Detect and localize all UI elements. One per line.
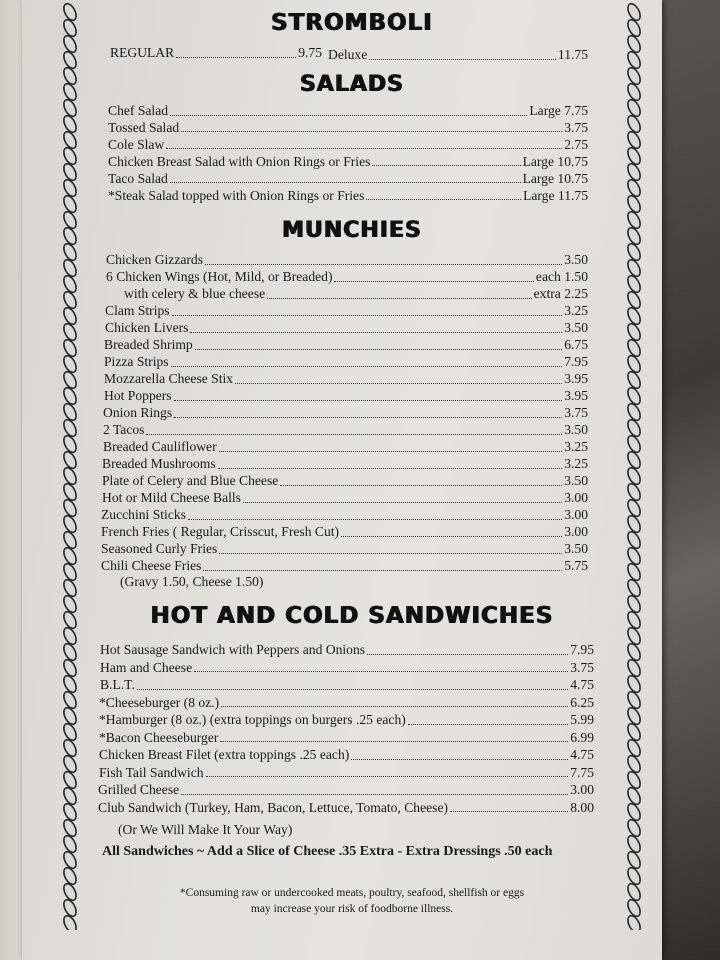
menu-item <box>104 353 588 370</box>
item-name: Fish Tail Sandwich <box>99 764 204 780</box>
item-price: 3.25 <box>564 439 588 454</box>
item-name: Chicken Breast Filet (extra toppings .25 each) <box>99 747 350 762</box>
menu-item <box>103 404 588 421</box>
item-price: 3.25 <box>564 303 588 318</box>
item-name: Onion Rings <box>103 405 173 420</box>
menu-item <box>106 251 588 268</box>
menu-item <box>124 285 588 302</box>
leader-dots <box>181 120 562 132</box>
item-name: 6 Chicken Wings (Hot, Mild, or Breaded) <box>106 269 333 284</box>
item-price: 3.75 <box>564 119 588 135</box>
leader-dots <box>181 783 568 795</box>
menu-item <box>98 781 594 798</box>
leader-dots <box>205 253 562 265</box>
item-name: Chef Salad <box>108 103 169 118</box>
item-price: 3.75 <box>564 405 588 420</box>
item-name: *Hamburger (8 oz.) (extra toppings on burgers .25 each) <box>99 712 406 727</box>
leader-dots <box>369 48 556 60</box>
item-price: Large 10.75 <box>522 153 588 169</box>
leader-dots <box>170 104 527 116</box>
item-price: 3.00 <box>564 507 588 522</box>
item-name: *Steak Salad topped with Onion Rings or Fries <box>108 187 365 203</box>
section-title-sandwiches: HOT AND COLD SANDWICHES <box>150 603 554 629</box>
menu-item <box>108 102 588 119</box>
leader-dots <box>267 287 531 299</box>
leader-dots <box>174 406 562 418</box>
item-name: Club Sandwich (Turkey, Ham, Bacon, Lettuce, Tomato, Cheese) <box>98 799 449 815</box>
item-price: 3.75 <box>570 659 594 675</box>
leader-dots <box>235 372 562 384</box>
leader-dots <box>220 730 568 742</box>
item-name: Cole Slaw <box>108 136 165 152</box>
menu-item <box>99 746 594 763</box>
menu-page <box>22 0 662 960</box>
menu-item <box>104 336 588 353</box>
menu-item-stromboli-deluxe <box>328 46 588 63</box>
item-price: Large 10.75 <box>522 170 588 186</box>
leader-dots <box>188 508 562 520</box>
item-price: 3.00 <box>564 524 588 539</box>
leader-dots <box>334 270 533 282</box>
leader-dots <box>190 321 562 333</box>
menu-item <box>108 119 588 136</box>
menu-item <box>102 455 588 472</box>
item-name: Hot Sausage Sandwich with Peppers and Onions <box>100 642 366 657</box>
item-name: Mozzarella Cheese Stix <box>104 371 234 386</box>
item-name: Hot Poppers <box>104 388 172 403</box>
item-price: each 1.50 <box>535 269 588 284</box>
item-name: Chicken Breast Salad with Onion Rings or Fries <box>108 153 371 169</box>
leader-dots <box>351 748 568 760</box>
leader-dots <box>172 304 563 316</box>
leader-dots <box>219 440 563 452</box>
item-name: Breaded Mushrooms <box>102 456 216 471</box>
item-price: 6.99 <box>570 729 594 745</box>
item-price: 5.99 <box>570 712 594 727</box>
menu-item <box>108 170 588 187</box>
menu-item <box>99 694 594 711</box>
item-price: 4.75 <box>570 677 594 692</box>
menu-item-stromboli-regular <box>110 44 322 61</box>
item-name: Zucchini Sticks <box>101 507 186 522</box>
leader-dots <box>195 338 562 350</box>
item-name: B.L.T. <box>100 677 135 692</box>
item-price: extra 2.25 <box>533 286 588 301</box>
leader-dots <box>341 525 562 537</box>
menu-item <box>106 268 588 285</box>
item-price: Large 11.75 <box>523 187 588 203</box>
menu-item <box>108 153 588 170</box>
sandwiches-extras: All Sandwiches ~ Add a Slice of Cheese .35 Extra - Extra Dressings .50 each <box>102 844 553 859</box>
item-name: Clam Strips <box>105 303 170 318</box>
leader-dots <box>367 643 568 655</box>
menu-item <box>104 370 588 387</box>
item-name: *Bacon Cheeseburger <box>99 729 219 745</box>
menu-item <box>108 187 588 204</box>
item-price: 3.50 <box>564 320 588 335</box>
item-price: 4.75 <box>570 747 594 762</box>
item-name: Taco Salad <box>108 170 168 186</box>
footnote-line-2: may increase your risk of foodborne illness. <box>250 903 454 915</box>
menu-item <box>100 641 594 658</box>
leader-dots <box>450 800 568 812</box>
item-name: Plate of Celery and Blue Cheese <box>102 473 279 488</box>
item-name: Grilled Cheese <box>98 782 180 797</box>
menu-item <box>101 523 588 540</box>
item-price: 2.75 <box>564 136 588 152</box>
item-name: French Fries ( Regular, Crisscut, Fresh Cut) <box>101 524 340 539</box>
item-name: Breaded Shrimp <box>104 337 193 352</box>
item-price: 5.75 <box>564 558 588 573</box>
section-title-munchies: MUNCHIES <box>282 218 422 243</box>
item-name: Breaded Cauliflower <box>103 439 217 454</box>
leader-dots <box>194 660 568 672</box>
item-price: 3.00 <box>570 782 594 797</box>
item-price: 11.75 <box>557 47 588 62</box>
menu-item <box>103 421 588 438</box>
item-price: 6.75 <box>564 337 588 352</box>
menu-item <box>98 799 594 816</box>
menu-item <box>99 711 594 728</box>
item-price: 3.50 <box>564 422 588 437</box>
menu-item <box>100 676 594 693</box>
section-title-salads: SALADS <box>299 72 405 97</box>
leader-dots <box>372 154 520 166</box>
item-price: 3.50 <box>564 541 588 556</box>
item-price: 3.95 <box>564 388 588 403</box>
facing-page-edge <box>0 0 23 960</box>
item-name: Chili Cheese Fries <box>101 558 202 573</box>
item-price: 8.00 <box>570 799 594 815</box>
menu-item <box>101 506 588 523</box>
item-name: REGULAR <box>110 45 175 60</box>
item-name: Pizza Strips <box>104 354 169 369</box>
menu-item <box>105 302 588 319</box>
menu-item <box>105 319 588 336</box>
item-name: Hot or Mild Cheese Balls <box>102 490 241 505</box>
menu-item <box>102 472 588 489</box>
item-name: with celery & blue cheese <box>124 286 266 301</box>
leader-dots <box>171 355 563 367</box>
menu-item <box>101 540 588 557</box>
menu-item <box>99 729 594 746</box>
leader-dots <box>176 46 296 58</box>
footnote-line-1: *Consuming raw or undercooked meats, poultry, seafood, shellfish or eggs <box>179 887 525 899</box>
leader-dots <box>243 491 562 503</box>
leader-dots <box>221 695 568 707</box>
item-name: Chicken Gizzards <box>106 252 204 267</box>
item-name: Ham and Cheese <box>100 659 193 675</box>
munchies-note: (Gravy 1.50, Cheese 1.50) <box>120 574 264 589</box>
leader-dots <box>137 678 568 690</box>
leader-dots <box>203 559 562 571</box>
section-title-stromboli: STROMBOLI <box>271 10 433 36</box>
menu-item <box>104 387 588 404</box>
leader-dots <box>366 188 521 200</box>
menu-item <box>101 557 588 574</box>
item-price: 7.95 <box>570 642 594 657</box>
menu-item <box>108 136 588 153</box>
leader-dots <box>146 423 562 435</box>
menu-item <box>102 489 588 506</box>
item-price: 3.50 <box>564 252 588 267</box>
leader-dots <box>206 765 569 777</box>
item-name: Chicken Livers <box>105 320 189 335</box>
leader-dots <box>166 137 562 149</box>
menu-item <box>103 438 588 455</box>
leader-dots <box>170 171 521 183</box>
sandwiches-note: (Or We Will Make It Your Way) <box>118 822 293 837</box>
leader-dots <box>218 457 563 469</box>
item-name: Tossed Salad <box>108 119 180 135</box>
item-price: 6.25 <box>570 694 594 710</box>
leader-dots <box>174 389 563 401</box>
item-price: 7.75 <box>570 764 594 780</box>
item-price: 3.95 <box>564 371 588 386</box>
item-price: 9.75 <box>298 45 322 60</box>
food-safety-footnote <box>102 885 602 917</box>
item-price: 3.25 <box>564 456 588 471</box>
leader-dots <box>408 713 568 725</box>
item-price: 3.00 <box>564 490 588 505</box>
item-price: 7.95 <box>564 354 588 369</box>
item-name: Seasoned Curly Fries <box>101 541 218 556</box>
item-name: *Cheeseburger (8 oz.) <box>99 694 220 710</box>
leader-dots <box>280 474 562 486</box>
item-price: Large 7.75 <box>529 103 588 118</box>
menu-item <box>100 659 594 676</box>
item-price: 3.50 <box>564 473 588 488</box>
item-name: 2 Tacos <box>103 422 145 437</box>
leader-dots <box>219 542 562 554</box>
item-name: Deluxe <box>328 47 368 62</box>
menu-item <box>99 764 594 781</box>
